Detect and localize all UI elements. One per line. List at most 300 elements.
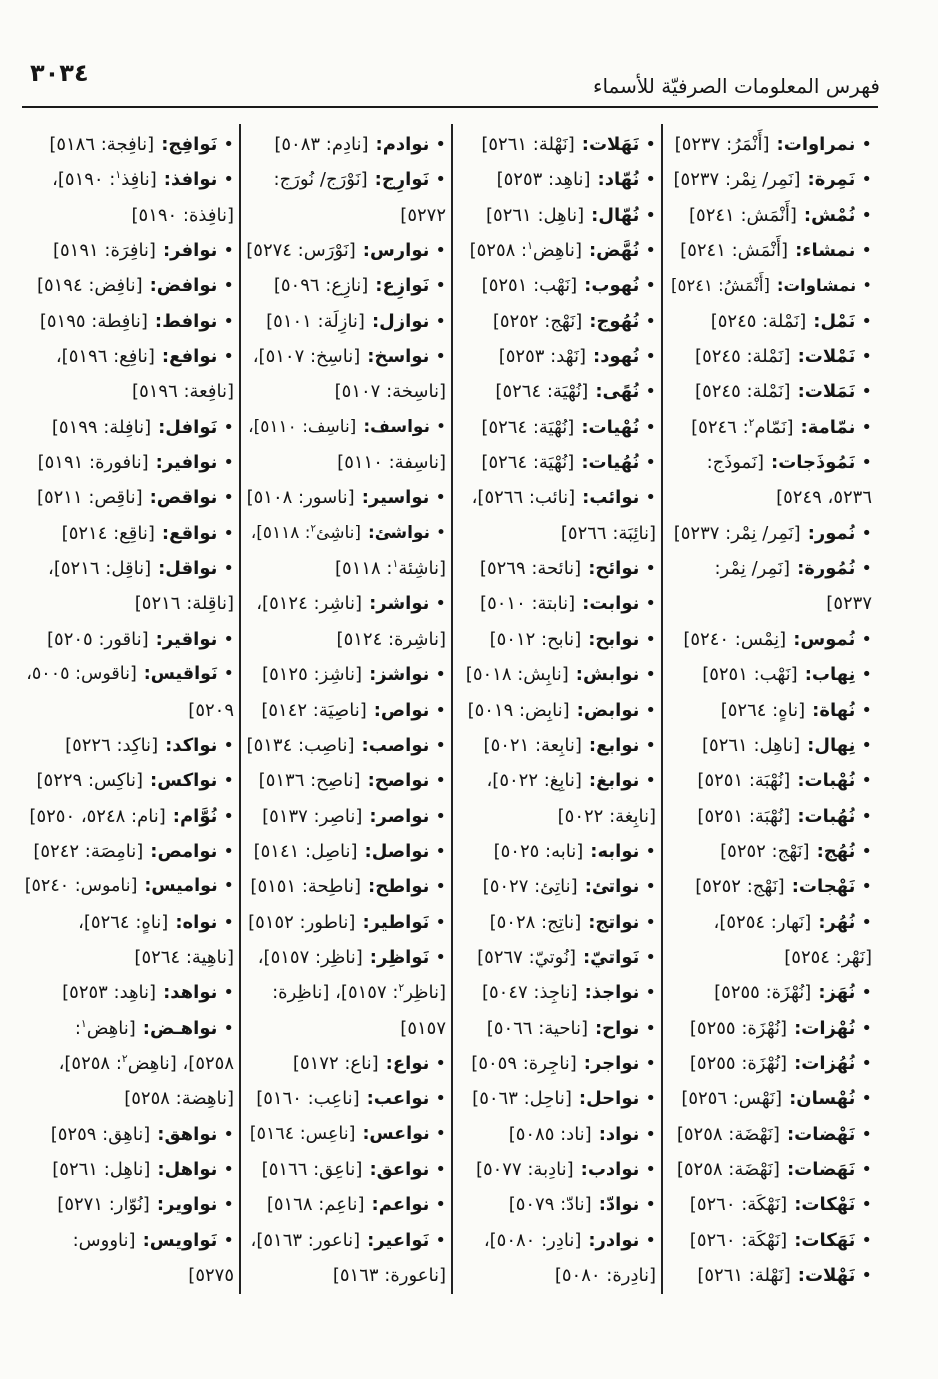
entry-reference: [نافِطة: ٥١٩٥]: [39, 310, 148, 332]
index-entry: [668, 516, 872, 551]
bullet-marker: •: [861, 876, 872, 898]
index-entry: [246, 162, 446, 197]
entry-reference: [نُهْبَة: ٥٢٥١]: [697, 805, 791, 827]
index-entry-continuation: [22, 198, 234, 233]
entry-reference: [ناسِف: ٥١١٠]،: [248, 416, 357, 437]
index-entry: [458, 1152, 656, 1187]
index-entry: [22, 1187, 234, 1222]
index-entry-continuation: [246, 1011, 446, 1046]
entry-headword: نواطح:: [368, 876, 430, 898]
index-entry-continuation: [22, 374, 234, 409]
entry-reference: ٥٢٧٢]: [400, 204, 446, 226]
index-entry: [246, 480, 446, 515]
bullet-marker: •: [861, 134, 872, 155]
bullet-marker: •: [435, 770, 446, 792]
index-entry: [458, 127, 656, 162]
bullet-marker: •: [645, 204, 656, 226]
entry-headword: نوادر:: [588, 1229, 640, 1251]
entry-reference: [نَهْضَة: ٥٢٥٨]: [676, 1158, 780, 1180]
index-entry: [22, 869, 234, 904]
bullet-marker: •: [435, 240, 446, 262]
entry-reference: [نافِلة: ٥١٩٩]: [51, 416, 152, 438]
index-entry: [458, 268, 656, 303]
entry-headword: نواسخ:: [367, 346, 430, 368]
index-entry: [458, 586, 656, 621]
entry-reference: [نائِبَة: ٥٢٦٦]: [560, 522, 656, 544]
entry-reference: [ناقِص: ٥٢١١]: [36, 487, 143, 509]
entry-reference: [نادِم: ٥٠٨٣]: [274, 134, 369, 155]
entry-reference: [ناصِر: ٥١٣٧]: [262, 805, 363, 827]
entry-headword: نواكس:: [150, 770, 218, 792]
bullet-marker: •: [861, 169, 872, 191]
bullet-marker: •: [223, 487, 234, 509]
entry-headword: نواه:: [175, 911, 218, 933]
index-entry: [668, 1258, 872, 1293]
bullet-marker: •: [645, 946, 656, 968]
index-entry: [668, 339, 872, 374]
entry-reference: [نام: ٥٢٤٨، ٥٢٥٠]: [29, 805, 166, 827]
bullet-marker: •: [862, 276, 872, 296]
bullet-marker: •: [645, 664, 656, 686]
entry-headword: نَوازِع:: [375, 275, 430, 297]
bullet-marker: •: [861, 452, 872, 474]
entry-reference: [ناشِرة: ٥١٢٤]: [336, 628, 446, 650]
entry-headword: نُهَز:: [818, 982, 856, 1004]
entry-reference: [ناجِرة: ٥٠٥٩]: [471, 1052, 577, 1074]
entry-reference: [نَمْلة: ٥٢٤٥]: [695, 381, 791, 403]
bullet-marker: •: [645, 1229, 656, 1251]
entry-reference: [نابِغ: ٥٠٢٢]،: [486, 770, 582, 792]
column-divider: [239, 124, 241, 1294]
bullet-marker: •: [645, 558, 656, 580]
column-divider: [661, 124, 663, 1294]
entry-headword: نمّامة:: [800, 416, 856, 438]
entry-reference: [ناتِج: ٥٠٢٨]: [489, 911, 582, 933]
bullet-marker: •: [645, 628, 656, 650]
index-entry: [246, 1046, 446, 1081]
entry-reference: [ناهِد: ٥٢٥٣]: [62, 982, 157, 1004]
entry-reference: [ناعور: ٥١٦٣]،: [250, 1229, 361, 1251]
entry-headword: نَمِرة:: [807, 169, 856, 191]
entry-reference: [نائحة: ٥٢٦٩]: [479, 558, 582, 580]
entry-reference: [نَمْلة: ٥٢٤٥]: [710, 310, 807, 332]
entry-headword: نِهال:: [807, 734, 856, 756]
index-entry-continuation: [668, 480, 872, 515]
index-entry-continuation: [458, 799, 656, 834]
entry-headword: نواد:: [598, 1123, 640, 1145]
entry-reference: [ناهٍ: ٥٢٦٤]: [720, 699, 806, 721]
entry-reference-tail: : ٥٢٥٨]: [469, 240, 528, 262]
index-entry: [668, 763, 872, 798]
index-entry-continuation: [668, 940, 872, 975]
index-entry: [458, 1223, 656, 1258]
entry-reference: [نابِعة: ٥٠٢١]: [483, 734, 582, 756]
entry-headword: نواهق:: [157, 1123, 218, 1145]
entry-headword: نُهْبات:: [797, 770, 856, 792]
index-entry: [458, 480, 656, 515]
entry-reference: [نَهْب: ٥٢٥١]: [481, 275, 578, 297]
entry-reference: [ناعِب: ٥١٦٠]: [256, 1088, 360, 1110]
bullet-marker: •: [223, 310, 234, 332]
index-entry: [458, 1011, 656, 1046]
entry-reference: [نَهْس: ٥٢٥٦]: [681, 1088, 783, 1110]
entry-headword: نواقص:: [149, 487, 218, 509]
entry-reference-tail: : ٥٢٤٦]: [691, 416, 749, 438]
entry-headword: نواعم:: [371, 1194, 430, 1216]
entry-headword: نِهاب:: [804, 664, 856, 686]
index-entry: [458, 551, 656, 586]
bullet-marker: •: [861, 1052, 872, 1074]
index-entry: [668, 622, 872, 657]
index-entry: [246, 304, 446, 339]
bullet-marker: •: [223, 840, 234, 862]
entry-headword: نواحل:: [578, 1088, 640, 1110]
index-entry: [246, 905, 446, 940]
bullet-marker: •: [645, 734, 656, 756]
entry-reference: [ناهِل: ٥٢٦١]: [52, 1158, 151, 1180]
entry-headword: نُهُبات:: [797, 805, 856, 827]
bullet-marker: •: [223, 134, 234, 155]
entry-reference: [نُهْزَة: ٥٢٥٥]: [714, 982, 812, 1004]
index-column-3: [246, 127, 446, 1295]
entry-reference: [أَنْمَرُ: ٥٢٣٧]: [674, 134, 770, 155]
entry-headword: نوافذ:: [163, 169, 218, 191]
entry-headword: نَهْلات:: [797, 1265, 856, 1286]
entry-headword: نوابش:: [575, 664, 640, 686]
bullet-marker: •: [435, 946, 446, 968]
index-entry: [22, 127, 234, 162]
entry-headword: نُهْسان:: [789, 1088, 856, 1110]
index-entry: [668, 1046, 872, 1081]
entry-headword: نُهوب:: [584, 275, 640, 297]
bullet-marker: •: [223, 805, 234, 827]
entry-headword: نواشر:: [369, 593, 430, 615]
index-entry: [458, 162, 656, 197]
entry-headword: نُهّاد:: [597, 169, 640, 191]
entry-reference: [ناسِخ: ٥١٠٧]،: [252, 346, 361, 368]
bullet-marker: •: [861, 911, 872, 933]
bullet-marker: •: [861, 1194, 872, 1216]
entry-reference: [ناصِب: ٥١٣٤]: [246, 734, 355, 756]
bullet-marker: •: [645, 381, 656, 403]
bullet-marker: •: [645, 840, 656, 862]
entry-reference: [نافِرَة: ٥١٩١]: [52, 240, 156, 262]
bullet-marker: •: [861, 805, 872, 827]
entry-reference: [نَهْكَة: ٥٢٦٠]: [689, 1229, 788, 1251]
bullet-marker: •: [645, 876, 656, 898]
entry-reference: [نَهْكَة: ٥٢٦٠]: [689, 1194, 788, 1216]
entry-reference: [نادِر: ٥٠٨٠]،: [483, 1229, 582, 1251]
index-entry: [458, 410, 656, 445]
entry-reference: [ناهِضة: ٥٢٥٨]: [124, 1088, 234, 1110]
bullet-marker: •: [223, 982, 234, 1004]
entry-reference-tail: :: [74, 1017, 81, 1039]
index-entry: [458, 905, 656, 940]
entry-headword: نَواقيس:: [143, 664, 218, 685]
index-entry: [668, 1011, 872, 1046]
entry-reference: [ناقِلة: ٥٢١٦]: [134, 593, 234, 615]
index-entry: [668, 198, 872, 233]
bullet-marker: •: [645, 1194, 656, 1216]
index-entry: [22, 728, 234, 763]
entry-headword: نُهْيات:: [581, 416, 640, 438]
entry-headword: نَواتيّ:: [582, 946, 640, 968]
entry-headword: نَهَكات:: [794, 1229, 856, 1251]
index-entry: [22, 799, 234, 834]
entry-reference: [نابِش: ٥٠١٨]: [465, 664, 569, 686]
entry-headword: نُوَّام:: [172, 805, 218, 827]
entry-reference: [ناعورة: ٥١٦٣]: [332, 1265, 446, 1286]
column-divider: [451, 124, 453, 1294]
entry-reference: [أَنْمَش: ٥٢٤١]: [680, 240, 789, 262]
index-entry: [246, 1152, 446, 1187]
bullet-marker: •: [861, 770, 872, 792]
index-entry: [458, 834, 656, 869]
entry-reference: [نَهْج: ٥٢٥٢]: [720, 840, 810, 862]
entry-headword: نَمُوذَجات:: [771, 452, 856, 474]
entry-headword: نَهَلات:: [581, 134, 640, 155]
entry-reference: [ناشِئ: [316, 522, 361, 543]
entry-reference: ٥١٥٧]: [400, 1017, 446, 1039]
index-entry: [458, 233, 656, 268]
index-entry: [668, 834, 872, 869]
entry-reference: [نُهْيَة: ٥٢٦٤]: [481, 416, 575, 438]
entry-reference: ٥٢٣٧]: [826, 593, 872, 615]
bullet-marker: •: [861, 1088, 872, 1110]
entry-reference: [ناجِذ: ٥٠٤٧]: [481, 982, 578, 1004]
index-entry: [22, 1152, 234, 1187]
entry-reference: [ناطور: ٥١٥٢]: [248, 911, 356, 933]
entry-reference: [نابح: ٥٠١٢]: [489, 628, 582, 650]
index-entry: [458, 445, 656, 480]
entry-reference: [ناعِق: ٥١٦٦]: [261, 1158, 363, 1180]
bullet-marker: •: [861, 204, 872, 226]
bullet-marker: •: [435, 310, 446, 332]
index-entry: [22, 1117, 234, 1152]
index-entry: [458, 657, 656, 692]
index-entry: [668, 905, 872, 940]
index-entry: [668, 1117, 872, 1152]
index-entry: [668, 693, 872, 728]
index-entry: [458, 304, 656, 339]
index-entry: [458, 763, 656, 798]
entry-reference: [ناهِد: ٥٢٥٣]: [496, 169, 591, 191]
entry-reference-tail: : ٥١١٨]: [335, 558, 393, 580]
entry-reference: [نَهْضَة: ٥٢٥٨]: [676, 1123, 780, 1145]
bullet-marker: •: [861, 240, 872, 262]
bullet-marker: •: [645, 169, 656, 191]
bullet-marker: •: [435, 134, 446, 155]
bullet-marker: •: [435, 522, 446, 543]
bullet-marker: •: [435, 840, 446, 862]
entry-superscript: ١: [392, 557, 399, 571]
bullet-marker: •: [861, 1265, 872, 1286]
index-entry-continuation: [458, 516, 656, 551]
entry-superscript: ٢: [748, 415, 755, 429]
bullet-marker: •: [645, 416, 656, 438]
entry-reference-tail: : ٥١٩٠]،: [52, 169, 116, 191]
index-entry: [22, 1011, 234, 1046]
entry-reference: ٥٢٥٨]، [ناهِض: [127, 1052, 234, 1074]
bullet-marker: •: [645, 452, 656, 474]
entry-reference: [نَمّام: [754, 416, 794, 438]
entry-reference: [نَموذَج:: [706, 452, 764, 474]
bullet-marker: •: [435, 734, 446, 756]
entry-headword: نواع:: [385, 1052, 430, 1074]
index-column-2: [458, 127, 656, 1295]
index-entry: [668, 1081, 872, 1116]
bullet-marker: •: [861, 982, 872, 1004]
entry-reference: [نابِغة: ٥٠٢٢]: [557, 805, 656, 827]
bullet-marker: •: [645, 699, 656, 721]
entry-headword: نواسير:: [361, 487, 430, 509]
entry-headword: نوافع:: [161, 346, 218, 368]
entry-reference: [نُوّار: ٥٢٧١]: [57, 1194, 150, 1216]
index-entry: [458, 1117, 656, 1152]
index-entry: [458, 374, 656, 409]
entry-headword: نوامص:: [150, 840, 218, 862]
entry-superscript: ٢: [121, 1051, 128, 1065]
entry-reference: [نَمْلة: ٥٢٤٥]: [695, 346, 791, 368]
entry-headword: نواص:: [373, 699, 430, 721]
entry-headword: نواقل:: [158, 558, 218, 580]
entry-headword: نَهَضات:: [786, 1158, 856, 1180]
bullet-marker: •: [435, 1052, 446, 1074]
bullet-marker: •: [435, 169, 446, 191]
entry-reference: [ناهِل: ٥٢٦١]: [702, 734, 801, 756]
index-entry: [668, 127, 872, 162]
entry-reference: [نافورة: ٥١٩١]: [37, 452, 149, 474]
index-entry-continuation: [22, 586, 234, 621]
entry-reference: [ناسور: ٥١٠٨]: [246, 487, 355, 509]
index-entry: [668, 1187, 872, 1222]
entry-headword: نواعب:: [366, 1088, 430, 1110]
index-entry: [458, 1187, 656, 1222]
bullet-marker: •: [435, 416, 446, 437]
index-entry: [458, 728, 656, 763]
entry-reference: [نَهْد: ٥٢٥٣]: [498, 346, 586, 368]
entry-headword: نواقع:: [161, 522, 218, 544]
entry-superscript: ١: [115, 168, 122, 182]
entry-headword: نُهُج:: [816, 840, 856, 862]
entry-reference: [نافِذ: [121, 169, 157, 191]
entry-headword: نوادب:: [580, 1158, 640, 1180]
index-entry: [246, 233, 446, 268]
bullet-marker: •: [435, 346, 446, 368]
index-entry-continuation: [668, 586, 872, 621]
index-entry: [668, 728, 872, 763]
bullet-marker: •: [435, 1123, 446, 1144]
entry-headword: نواشئ:: [368, 522, 430, 543]
bullet-marker: •: [861, 558, 872, 580]
entry-headword: نوادم:: [375, 134, 430, 155]
entry-headword: نواميس:: [144, 876, 218, 897]
entry-headword: نَمْل:: [813, 310, 856, 332]
entry-reference: [ناهٍ: ٥٢٦٤]،: [78, 911, 169, 933]
index-entry-continuation: [246, 622, 446, 657]
entry-reference: [نِمْس: ٥٢٤٠]: [683, 628, 787, 650]
index-entry: [668, 551, 872, 586]
entry-reference: [نافِع: ٥١٩٦]،: [55, 346, 155, 368]
bullet-marker: •: [435, 487, 446, 509]
entry-headword: نوارس:: [362, 240, 430, 262]
entry-reference: [ناصِح: ٥١٣٦]: [258, 770, 361, 792]
entry-headword: نَهْجات:: [791, 876, 856, 898]
index-entry: [668, 268, 872, 303]
index-entry: [22, 834, 234, 869]
entry-reference: [نادّ: ٥٠٧٩]: [508, 1194, 592, 1216]
index-entry: [246, 1187, 446, 1222]
index-entry: [458, 940, 656, 975]
bullet-marker: •: [435, 1229, 446, 1251]
index-entry: [246, 410, 446, 445]
index-entry: [22, 339, 234, 374]
index-entry: [246, 728, 446, 763]
index-column-4: [22, 127, 234, 1295]
entry-reference: [ناشِز: ٥١٢٥]: [262, 664, 363, 686]
entry-headword: نواح:: [594, 1017, 640, 1039]
entry-headword: نواهل:: [157, 1158, 218, 1180]
index-entry: [668, 869, 872, 904]
entry-reference: [ناشِر: ٥١٢٤]،: [256, 593, 363, 615]
bullet-marker: •: [861, 346, 872, 368]
entry-headword: نوابغ:: [588, 770, 640, 792]
entry-headword: نواعق:: [369, 1158, 430, 1180]
index-entry: [246, 127, 446, 162]
index-entry: [246, 586, 446, 621]
index-entry: [458, 975, 656, 1010]
bullet-marker: •: [435, 805, 446, 827]
entry-reference: [ناظِر: [404, 982, 446, 1004]
bullet-marker: •: [223, 1158, 234, 1180]
entry-headword: نُموس:: [793, 628, 856, 650]
entry-headword: نوابح:: [588, 628, 640, 650]
entry-reference: [نازِلَة: ٥١٠١]: [266, 310, 365, 332]
entry-headword: نواتج:: [588, 911, 640, 933]
entry-headword: نُمُورة:: [797, 558, 856, 580]
entry-headword: نَوارِج:: [374, 169, 430, 191]
index-entry: [246, 763, 446, 798]
entry-headword: نَمَلات:: [797, 381, 856, 403]
entry-headword: نوائب:: [582, 487, 640, 509]
bullet-marker: •: [435, 911, 446, 933]
index-entry: [22, 445, 234, 480]
index-entry-continuation: [246, 198, 446, 233]
entry-reference: [نَمِر/ نِمْر:: [714, 558, 791, 580]
entry-reference: [نابتة: ٥٠١٠]: [480, 593, 576, 615]
bullet-marker: •: [645, 1088, 656, 1110]
bullet-marker: •: [861, 381, 872, 403]
index-entry: [22, 1223, 234, 1258]
index-entry: [458, 1046, 656, 1081]
bullet-marker: •: [861, 522, 872, 544]
entry-reference: [نَهار: ٥٢٥٤]،: [713, 911, 812, 933]
bullet-marker: •: [645, 911, 656, 933]
index-entry: [22, 975, 234, 1010]
entry-reference: [أَنْمَش: ٥٢٤١]: [689, 204, 797, 226]
bullet-marker: •: [223, 416, 234, 438]
bullet-marker: •: [645, 1158, 656, 1180]
index-entry: [246, 1081, 446, 1116]
entry-headword: نمراوات:: [776, 134, 856, 155]
index-entry-continuation: [458, 1258, 656, 1293]
index-entry: [22, 162, 234, 197]
entry-reference: [نابِض: ٥٠١٩]: [467, 699, 570, 721]
entry-headword: نواجر:: [583, 1052, 640, 1074]
entry-headword: نوافر:: [162, 240, 218, 262]
index-entry-continuation: [22, 1258, 234, 1293]
entry-reference: [نُوتيّ: ٥٢٦٧]: [477, 946, 576, 968]
